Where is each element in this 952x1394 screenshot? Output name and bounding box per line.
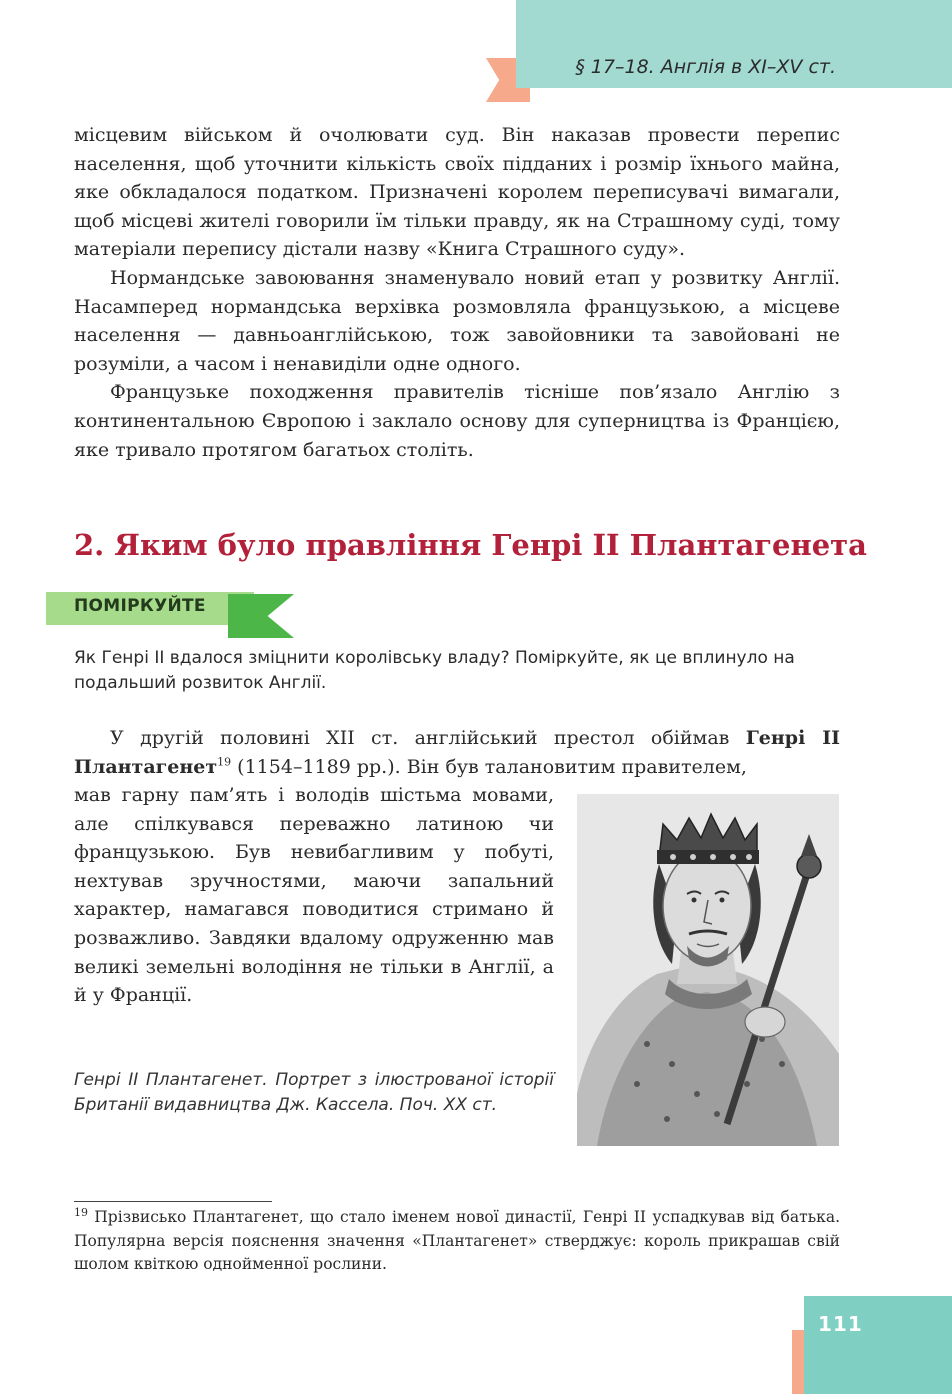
think-question: Як Генрі II вдалося зміцнити королівську владу? Поміркуйте, як це вплинуло на подальший розвиток Англії.: [74, 648, 795, 693]
footnote-number: 19: [74, 1205, 88, 1219]
intro-paragraph: [74, 724, 840, 781]
paragraph: Нормандське завоювання знаменувало новий етап у розвитку Англії. Насамперед нормандська верхівка розмовляла французькою, а місцеве населення — давньоанглійською, тож завойовники та завойовані не розуміли, а часом і ненавиділи одне одного.: [74, 266, 840, 375]
portrait-henry-ii: [577, 794, 839, 1146]
footnote-text: Прізвисько Плантагенет, що стало іменем нової династії, Генрі II успадкував від батька. Популярна версія пояснення значення «Плантагенет» стверджує: король прикрашав свій шолом квіткою однойменної рослини.: [74, 1208, 840, 1273]
intro-text-before: У другій половині XII ст. англійський престол обіймав: [110, 727, 746, 749]
page-number: 111: [818, 1312, 863, 1336]
body-text-block: [74, 121, 840, 464]
paragraph: місцевим військом й очолювати суд. Він наказав провести перепис населення, щоб уточнити кількість своїх підданих і розмір їхнього майна, яке обкладалося податком. Призначені королем переписувачі вимагали, щоб місцеві жителі говорили їм тільки правду, як на Страшному суді, тому матеріали перепису дістали назву «Книга Страшного суду».: [74, 124, 840, 261]
biography-paragraph: мав гарну пам’ять і володів шістьма мовами, але спілкувався переважно латиною чи французькою. Був невибагливим у побуті, нехтував зручностями, маючи запальний характер, намагався поводитися стримано й розважливо. Завдяки вдалому одруженню мав великі земельні володіння не тільки в Англії, а й у Франції.: [74, 784, 554, 1007]
section-title: 2. Яким було правління Генрі II Плантагенета: [74, 528, 867, 562]
footnote-divider: [74, 1201, 272, 1202]
portrait-engraving: [577, 794, 839, 1146]
running-header: § 17–18. Англія в XI–XV ст.: [575, 56, 836, 78]
ruler-name: Генрі II Плантагенет: [74, 727, 840, 778]
page-edge-accent: [792, 1330, 804, 1394]
intro-text-after: (1154–1189 рр.). Він був талановитим правителем,: [231, 755, 747, 778]
footnote: [74, 1206, 840, 1277]
portrait-caption: Генрі II Плантагенет. Портрет з ілюстрованої історії Британії видавництва Дж. Кассела. Поч. XX ст.: [74, 1070, 554, 1115]
think-flag-shape: [228, 594, 294, 638]
footnote-ref[interactable]: 19: [217, 755, 232, 769]
page-number-band: [804, 1296, 952, 1394]
paragraph: Французьке походження правителів тісніше пов’язало Англію з континентальною Європою і заклало основу для суперництва із Францією, яке тривало протягом багатьох століть.: [74, 381, 840, 461]
think-label: ПОМІРКУЙТЕ: [74, 596, 206, 616]
